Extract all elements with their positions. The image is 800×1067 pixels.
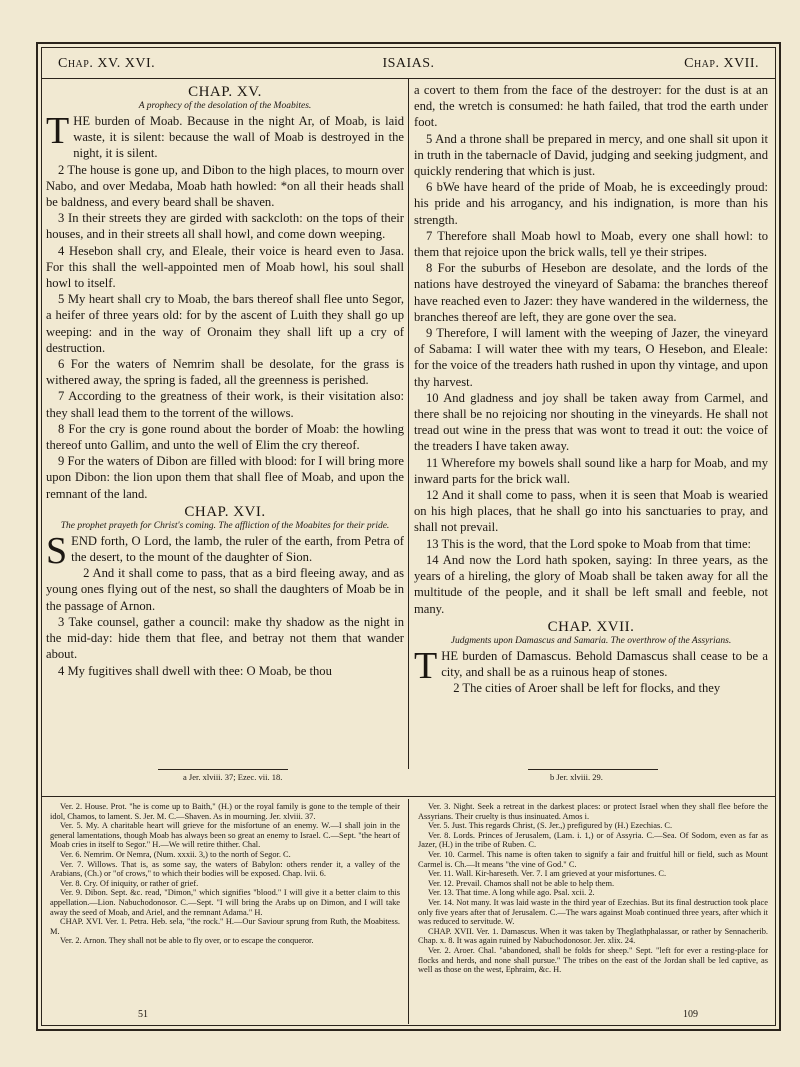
verse-16-13: 13 This is the word, that the Lord spoke to Moab from that time: [426,536,752,551]
header-left-chapters: Chap. XV. XVI. [58,56,156,71]
verse-16-9: 9 Therefore, I will lament with the weeping of Jazer, the vineyard of Sabama: I will water thee with my tears, O Hesebon, and Eleale: for the voice of the treaders hath rushed in upon thy vintage, and upon thy harvest. [414,326,768,389]
note-item: Ver. 9. Dibon. Sept. &c. read, "Dimon," which signifies "blood." I will give it a better claim to this appellation.—Lion. Nabuchodonosor. C.—Sept. "I will bring the Arabs up on Dimon, and I will take away the seed of Moab, and Ariel, and the remnant Adama." H. [50,888,400,917]
verse-16-1 [46,529,404,572]
verse-15-2: 2 The house is gone up, and Dibon to the high places, to mourn over Nabo, and over Medaba, Moab hath howled: *on all their heads shall be baldness, and every beard shall be shaven. [46,162,404,210]
verse-17-1-text: burden of Damascus. Behold Damascus shall cease to be a city, and shall be as a ruinous heap of stones. [441,648,768,679]
note-item: Ver. 8. Cry. Of iniquity, or rather of grief. [60,878,199,888]
note-item: Ver. 2. House. Prot. "he is come up to Baith," (H.) or the royal family is gone to the temple of their idol, Chamos, to lament. S. Jer. M. C.—Shaven. As in mourning. Jer. xlviii. 37. [50,802,400,821]
verse-16-5: 5 And a throne shall be prepared in mercy, and one shall sit upon it in truth in the tabernacle of David, judging and seeking judgment, and quickly rendering that which is just. [414,131,768,179]
note-item: Ver. 7. Willows. That is, as some say, the waters of Babylon: others render it, a valley of the Arabians, (Ch.) or "of crows," to which their bodies will be exposed. Chap. lvii. 6. [50,859,400,879]
left-column [46,82,404,679]
note-item: Ver. 12. Prevail. Chamos shall not be able to help them. [428,878,615,888]
verse-15-1 [46,110,404,162]
footnote-rule-left [158,769,288,770]
note-item: CHAP. XVII. Ver. 1. Damascus. When it was taken by Theglathphalassar, or rather by Sennacherib. Chap. x. 8. It was again ruined by Nabuchodonosor. Jer. xlix. 24. [418,926,768,946]
note-item: Ver. 2. Arnon. They shall not be able to fly over, or to escape the conqueror. [60,936,314,946]
right-column [414,82,768,696]
commentary-notes-right [418,802,768,975]
verse-16-2: 2 And it shall come to pass, that as a bird fleeing away, and as young ones flying out of the nest, so shall the daughters of Moab be in the passage of Arnon. [46,566,404,613]
verse-15-9: 9 For the waters of Dibon are filled with blood: for I will bring more upon Dibon: the lion upon them that shall flee of Moab, and upon the remnant of the land. [46,454,404,501]
note-item: Ver. 14. Not many. It was laid waste in the third year of Ezechias. But its final destruction took place only five years after that of Jerusalem. C.—The wars against Moab continued three years, after which it was reduced to servitude. W. [418,897,768,927]
verse-15-1-head: HE [73,114,91,128]
header-book-title: ISAIAS. [382,56,435,71]
verse-16-4: 4 My fugitives shall dwell with thee: O Moab, be thou [58,663,332,678]
note-item: Ver. 11. Wall. Kir-hareseth. Ver. 7. I am grieved at your misfortunes. C. [428,869,667,879]
verse-16-1-head: END [71,533,98,548]
note-item: Ver. 3. Night. Seek a retreat in the darkest places: or protect Israel when they shall flee before the Assyrians. Their cruelty is thus insinuated. Amos i. [418,802,768,821]
commentary-notes-left [50,802,400,946]
chapter-summary-17: Judgments upon Damascus and Samaria. The overthrow of the Assyrians. [450,635,732,646]
chapter-heading-15: CHAP. XV. [188,84,262,100]
verse-16-10: 10 And gladness and joy shall be taken away from Carmel, and there shall be no rejoicing nor shouting in the vineyards. He shall not tread out wine in the press that was wont to tread it out: the voice of the treaders I have taken away. [414,390,768,454]
column-divider [408,79,409,769]
chapter-summary-15: A prophecy of the desolation of the Moabites. [138,101,312,111]
note-item: Ver. 2. Aroer. Chal. "abandoned, shall be folds for sheep." Sept. "left for ever a resting-place for flocks and herds, and none shall pursue." The tribes on the east of the Jordan shall be led captive, as well as those on the west, Ephraim, &c. H. [418,945,768,975]
note-item: CHAP. XVI. Ver. 1. Petra. Heb. sela, "the rock." H.—Our Saviour sprung from Ruth, the Moabitess. M. [50,917,400,936]
notes-column-divider [408,799,409,1024]
verse-16-4-cont: a covert to them from the face of the destroyer: for the dust is at an end, the wretch is consumed: he hath failed, that trod the earth under foot. [414,83,768,130]
chapter-summary-16: The prophet prayeth for Christ's coming. The affliction of the Moabites for their pride. [60,520,390,531]
note-item: Ver. 13. That time. A long while ago. Psal. xcii. 2. [428,888,595,898]
verse-15-6: 6 For the waters of Nemrim shall be desolate, for the grass is withered away, the spring is faded, all the greenness is perished. [46,357,404,388]
drop-cap-16: S [46,529,68,572]
verse-16-8: 8 For the suburbs of Hesebon are desolate, and the lords of the nations have destroyed the vineyard of Sabama: the branches thereof have reached even to Jazer: they have wandered in the wilderness, the branches thereof are left, they are gone over the sea. [414,261,768,324]
drop-cap-17: T [414,644,438,687]
verse-15-1-text: burden of Moab. Because in the night Ar, of Moab, is laid waste, it is silent: because the wall of Moab is destroyed in the night, it is silent. [73,114,404,161]
cross-reference-right: b Jer. xlviii. 29. [550,772,603,782]
verse-16-14: 14 And now the Lord hath spoken, saying: In three years, as the years of a hireling, the glory of Moab shall be taken away for all the multitude of the people, and it shall be left small and feeble, not many. [414,552,768,616]
note-item: Ver. 6. Nemrim. Or Nemra, (Num. xxxii. 3,) to the north of Segor. C. [60,849,291,859]
verse-15-3: 3 In their streets they are girded with sackcloth: on the tops of their houses, and in their streets all shall howl, and come down weeping. [46,211,404,242]
note-item: Ver. 5. Just. This regards Christ, (S. Jer.,) prefigured by (H.) Ezechias. C. [428,821,673,831]
header-right-chapters: Chap. XVII. [684,56,759,71]
verse-17-1-head: HE [441,648,459,663]
verse-15-7: 7 According to the greatness of their work, is their visitation also: they shall lead them to the torrent of the willows. [46,389,404,420]
verse-15-4: 4 Hesebon shall cry, and Eleale, their voice is heard even to Jasa. For this shall the well-appointed men of Moab howl, his soul shall howl to itself. [46,243,404,291]
note-item: Ver. 10. Carmel. This name is often taken to signify a fair and fruitful hill or field, such as Mount Carmel is. Ch.—It means "the vine of God." C. [418,849,768,869]
page-frame [36,42,781,1031]
verse-16-6: 6 bWe have heard of the pride of Moab, he is exceedingly proud: his pride and his arrogancy, and his indignation, is more than his strength. [414,180,768,227]
verse-17-1 [414,644,768,687]
verse-16-3: 3 Take counsel, gather a council: make thy shadow as the night in the mid-day: hide them that flee, and betray not them that wander about. [46,614,404,662]
verse-17-2: 2 The cities of Aroer shall be left for flocks, and they [453,681,721,696]
verse-16-7: 7 Therefore shall Moab howl to Moab, every one shall howl: to them that rejoice upon the brick walls, tell ye their stripes. [414,228,768,260]
note-item: Ver. 5. My. A charitable heart will grieve for the misfortune of an enemy. W.—I shall join in the general lamentations, though Moab has always been so great an enemy to Israel. C.—Sept. "the heart of Moab cries in itself to Segor." H.—We will retire thither. Chal. [50,821,400,850]
verse-16-1-text: forth, O Lord, the lamb, the ruler of the earth, from Petra of the desert, to the mount of the daughter of Sion. [71,533,404,565]
cross-reference-left: a Jer. xlviii. 37; Ezec. vii. 18. [183,772,283,782]
verse-16-12: 12 And it shall come to pass, when it is seen that Moab is wearied on his high places, that he shall go into his sanctuaries to pray, and shall not prevail. [414,488,768,535]
footnote-rule-right [528,769,658,770]
verse-16-11: 11 Wherefore my bowels shall sound like a harp for Moab, and my inward parts for the brick wall. [414,455,768,486]
verse-15-5: 5 My heart shall cry to Moab, the bars thereof shall flee unto Segor, a heifer of three years old: for by the ascent of Luith they shall go up weeping: and in the way of Oronaim they shall lift up a cry of destruction. [46,292,404,355]
note-item: Ver. 8. Lords. Princes of Jerusalem, (Lam. i. 1,) or of Assyria. C.—Sea. Of Sodom, even as far as Jazer, (H.) in the tribe of Ruben. C. [418,830,768,850]
running-header [46,52,771,74]
chapter-heading-16: CHAP. XVI. [184,503,266,520]
verse-15-8: 8 For the cry is gone round about the border of Moab: the howling thereof unto Gallim, and unto the well of Elim the cry thereof. [46,421,404,453]
chapter-heading-17: CHAP. XVII. [547,618,635,635]
drop-cap-15: T [46,110,70,152]
notes-rule [41,796,776,797]
page-number-left: 51 [138,1009,148,1020]
page-number-right: 109 [683,1009,698,1020]
